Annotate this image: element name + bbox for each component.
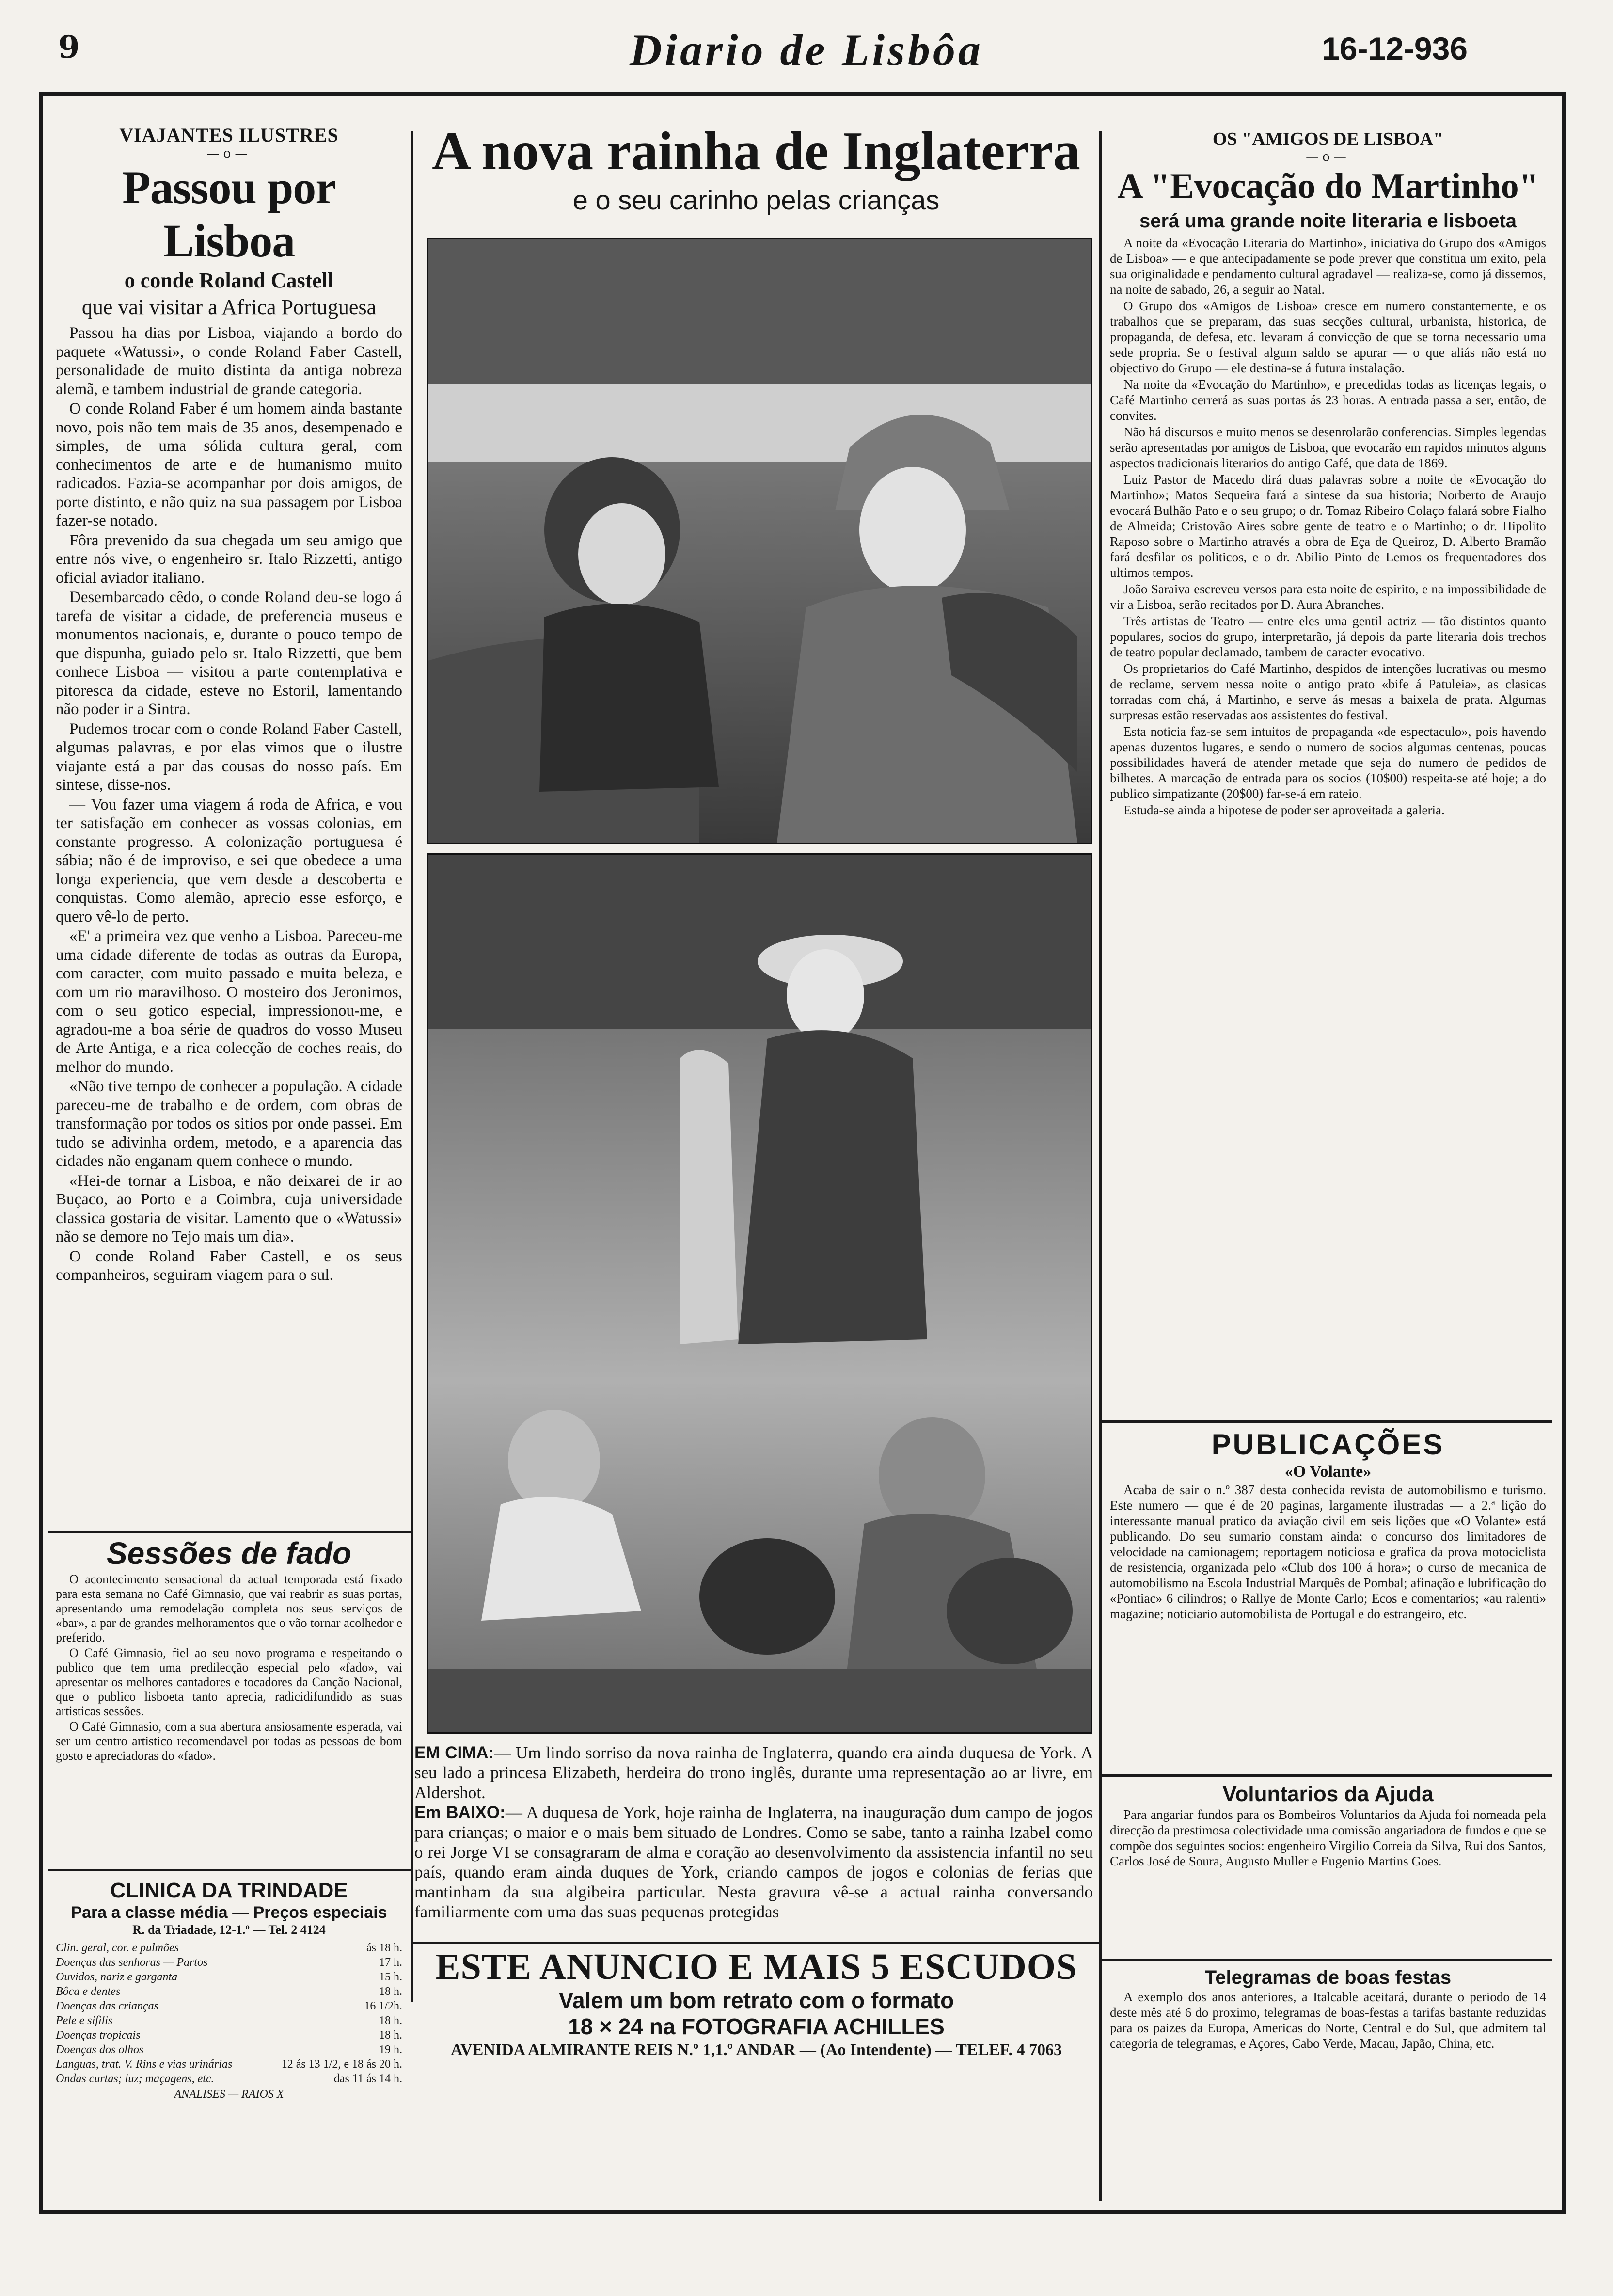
rule-right-telegramas — [1102, 1959, 1552, 1961]
article-headline: Passou por Lisboa — [122, 161, 336, 267]
center-headline: A nova rainha de Inglaterra — [432, 121, 1080, 181]
rule-center-ad — [413, 1942, 1099, 1944]
center-subhead: e o seu carinho pelas crianças — [572, 185, 940, 215]
paragraph: — Vou fazer uma viagem á roda de Africa, e vou ter satisfação em conhecer as vossas colonias, em constante progresso. A colonização portuguesa é sábia; não é de improviso, e sei que obedece a uma longa experiencia, que vem desde a descoberta e conquistas. Como alemão, aprecio esse esforço, e quero vê-lo de perto. — [56, 796, 402, 925]
paragraph: «Hei-de tornar a Lisboa, e não deixarei de ir ao Buçaco, ao Porto e a Coimbra, cuja universidade classica gostaria de visitar. Lamento que o «Watussi» não se demore no Tejo mais um dia». — [56, 1172, 402, 1245]
paragraph: A exemplo dos anos anteriores, a Italcable aceitará, durante o periodo de 14 deste mês até 6 do proximo, telegramas de boas-festas a tarifas bastante reduzidas para os paizes da Europa, Americas do Norte, Central e do Sul, que admitem tal categoria de telegramas, e Açores, Cabo Verde, Macau, Japão, China, etc. — [1110, 1990, 1546, 2051]
list-item: Languas, trat. V. Rins e vias urinárias 12 ás 13 1/2, e 18 ás 20 h. — [56, 2058, 402, 2071]
telegramas-title: Telegramas de boas festas — [1204, 1967, 1452, 1988]
caption-label-bottom: Em BAIXO: — [414, 1803, 506, 1822]
ad-clinica-trindade — [56, 1879, 402, 2101]
article-body — [56, 324, 402, 1285]
list-item: Bôca e dentes 18 h. — [56, 1985, 402, 1998]
article-publicacoes — [1110, 1428, 1546, 1623]
page-number: 9 — [58, 29, 80, 65]
article-body — [1110, 235, 1546, 818]
paragraph: Fôra prevenido da sua chegada um seu amigo que entre nós vive, o engenheiro sr. Italo Rizzetti, antigo oficial aviador italiano. — [56, 531, 402, 587]
voluntarios-title: Voluntarios da Ajuda — [1222, 1782, 1434, 1806]
list-item: Doenças das senhoras — Partos 17 h. — [56, 1956, 402, 1969]
separator-dots: —o— — [206, 146, 252, 161]
ad-line-1: ESTE ANUNCIO E MAIS 5 ESCUDOS — [435, 1946, 1077, 1987]
clinica-subtitle: Para a classe média — Preços especiais — [71, 1903, 387, 1922]
article-headline: A "Evocação do Martinho" — [1117, 166, 1539, 206]
article-subhead-2: que vai visitar a Africa Portuguesa — [81, 295, 377, 319]
list-item: Doenças das crianças 16 1/2h. — [56, 2000, 402, 2012]
paragraph: Acaba de sair o n.º 387 desta conhecida revista de automobilismo e turismo. Este numero — que é de 20 paginas, largamente ilustradas — a 2.ª lição do interessante manual pratico da aviação civil em seis lições que «O Volante» está publicando. Do seu sumario constam ainda: o concurso dos limitadores de velocidade na camionagem; reportagem noticiosa e grafica da prova motociclista de resistencia, organizada pelo «Club dos 100 á hora»; o curso de mecanica de automobilismo na Escola Industrial Marquês de Pombal; afinação e lubrificação do «Pontiac» 6 cilindros; o Rallye de Monte Carlo; Ecos e comentarios; «au ralenti» magazine; noticiario automobilista de Portugal e do estrangeiro, etc. — [1110, 1483, 1546, 1621]
clinica-address: R. da Triadade, 12-1.º — Tel. 2 4124 — [132, 1923, 326, 1937]
paragraph: Estuda-se ainda a hipotese de poder ser aproveitada a galeria. — [1123, 803, 1445, 817]
article-subhead: o conde Roland Castell — [124, 269, 334, 292]
photo-caption — [414, 1743, 1093, 1922]
separator-dots: —o— — [1306, 150, 1350, 164]
telegramas-body — [1110, 1989, 1546, 2051]
caption-label-top: EM CIMA: — [414, 1743, 494, 1762]
paragraph: A noite da «Evocação Literaria do Martinho», iniciativa do Grupo dos «Amigos de Lisboa» — e que antecipadamente se pode prever que constitua um exito, pela sua originalidade e pendamento cultural agradavel — realiza-se, como já dissemos, na noite de sabado, 26, a seguir ao Natal. — [1110, 236, 1546, 297]
paragraph: Não há discursos e muito menos se desenrolarão conferencias. Simples legendas serão apresentadas por amigos de Lisboa, que evocarão em rapidos minutos alguns aspectos tradicionais literarios do antigo Café, que data de 1869. — [1110, 425, 1546, 470]
paragraph: Pudemos trocar com o conde Roland Faber Castell, algumas palavras, e por elas vimos que o ilustre viajante está a par das cousas do nosso país. Em sintese, disse-nos. — [56, 720, 402, 794]
list-item: Doenças dos olhos 19 h. — [56, 2043, 402, 2056]
paragraph: «E' a primeira vez que venho a Lisboa. Pareceu-me uma cidade diferente de todas as outras da Europa, com caracter, com muito passado e muita beleza, e com um rio maravilhoso. O mosteiro dos Jeronimos, com o seu gotico especial, impressionou-me, e agradou-me a boa série de quadros do vosso Museu de Arte Antiga, e a rica colecção de coches reais, do melhor do mundo. — [56, 927, 402, 1076]
clinica-title: CLINICA DA TRINDADE — [110, 1879, 348, 1902]
newspaper-title: Diario de Lisbôa — [630, 25, 983, 75]
article-passou-por-lisboa — [56, 124, 402, 1286]
paragraph: O Café Gimnasio, fiel ao seu novo programa e respeitando o publico que tem uma predilecção especial pelo «fado», vai apresentar os melhores cantadores e tocadores da Canção Nacional, que o publico lisboeta tanto aprecia, radicidifundido as suas artisticas sessões. — [56, 1646, 402, 1718]
paragraph: O conde Roland Faber Castell, e os seus companheiros, seguiram viagem para o sul. — [56, 1247, 402, 1284]
column-rule-right — [1099, 131, 1102, 2201]
article-subhead: será uma grande noite literaria e lisboeta — [1139, 210, 1517, 232]
clinica-footer: ANALISES — RAIOS X — [174, 2088, 284, 2101]
rule-right-pub — [1102, 1420, 1552, 1423]
list-item: Ondas curtas; luz; maçagens, etc. das 11 ás 14 h. — [56, 2073, 402, 2085]
fado-title: Sessões de fado — [106, 1536, 352, 1571]
article-evocacao-martinho — [1110, 128, 1546, 819]
fado-body — [56, 1572, 402, 1763]
paragraph: O Grupo dos «Amigos de Lisboa» cresce em numero constantemente, e os trabalhos que se preparam, das suas secções cultural, urbanista, historica, de propaganda, de defesa, etc. levaram á convicção de que se torna necessario uma sede propria. Se o festival algum saldo se apurar — o que aliás não está no objectivo do Grupo — ele destina-se á futura instalação. — [1110, 299, 1546, 375]
paragraph: O acontecimento sensacional da actual temporada está fixado para esta semana no Café Gimnasio, que vai reabrir as suas portas, apresentando uma remodelação completa nos seus serviços de «bar», a par de grandes melhoramentos que o vão tornar acolhedor e preferido. — [56, 1572, 402, 1644]
paragraph: O Café Gimnasio, com a sua abertura ansiosamente esperada, vai ser um centro artistico recomendavel por todas as pessoas de bom gosto e apreciadoras do «fado». — [56, 1720, 402, 1763]
list-item: Clin. geral, cor. e pulmões ás 18 h. — [56, 1942, 402, 1954]
paragraph: O conde Roland Faber é um homem ainda bastante novo, pois não tem mais de 35 anos, desempenado e simples, de uma sólida cultura geral, com conhecimentos de arte e de humanismo muito radicados. Fazia-se acompanhar por dois amigos, de porte distinto, e não quiz na sua passagem por Lisboa fazer-se notado. — [56, 400, 402, 529]
paragraph: Para angariar fundos para os Bombeiros Voluntarios da Ajuda foi nomeada pela direcção da prestimosa colectividade uma comissão angariadora de fundos e que se compõe dos seguintes socios: engenheiro Virgilio Correia da Silva, Rui dos Santos, Carlos José de Soura, Augusto Muller e Eugenio Martins Goes. — [1110, 1807, 1546, 1868]
paragraph: Na noite da «Evocação do Martinho», e precedidas todas as licenças legais, o Café Martinho cerrerá as suas portas ás 23 horas. A entrada passa a ser, então, de convites. — [1110, 377, 1546, 423]
paragraph: Os proprietarios do Café Martinho, despidos de intenções lucrativas ou mesmo de reclame, servem nessa noite o antigo prato «bife á Patuleia», as clasicas torradas com chá, á Martinho, e serve ás mesas a baixela de prata. Algumas surpresas estão reservadas aos assistentes do festival. — [1110, 661, 1546, 722]
caption-bottom: — A duquesa de York, hoje rainha de Inglaterra, na inauguração dum campo de jogos para crianças; o maior e o mais bem situado de Londres. Como se sabe, tanto a rainha Izabel como o rei Jorge VI se consagraram de alma e coração ao desenvolvimento da assistencia infantil no seu país, quando eram ainda duques de York, criando campos de jogos e colonias de ferias que mantinham da sua algibeira particular. Nesta gravura vê-se a actual rainha conversando familiarmente com uma das suas pequenas protegidas — [414, 1803, 1093, 1921]
article-kicker: OS "AMIGOS DE LISBOA" — [1212, 129, 1444, 149]
rule-left-clinica — [48, 1869, 411, 1871]
ad-line-4: AVENIDA ALMIRANTE REIS N.º 1,1.º ANDAR — (Ao Intendente) — TELEF. 4 7063 — [450, 2041, 1062, 2059]
photo-queen-playground — [427, 853, 1092, 1734]
ad-line-3: 18 × 24 na FOTOGRAFIA ACHILLES — [568, 2014, 945, 2039]
photo-queen-and-princess — [427, 238, 1092, 844]
voluntarios-body — [1110, 1807, 1546, 1869]
pub-title: PUBLICAÇÕES — [1211, 1428, 1445, 1461]
paragraph: Luiz Pastor de Macedo dirá duas palavras sobre a noite de «Evocação do Martinho»; Matos Sequeira fará a sintese da sua historia; Norberto de Araujo evocará Bulhão Pato e o seu grupo; o dr. Tomaz Ribeiro Colaço falará sobre Fialho de Almeida; Cristovão Aires sobre gente de teatro e o Martinho; o dr. Hipolito Raposo sobre o Martinho através a obra de Eça de Queiroz, D. Alberto Bramão fará desfilar os politicos, e o dr. Abilio Pinto de Lemos os frequentadores dos ultimos tempos. — [1110, 472, 1546, 580]
paragraph: Desembarcado cêdo, o conde Roland deu-se logo á tarefa de visitar a cidade, de preferencia museus e monumentos nacionais, e, durante o pouco tempo de que dispunha, guiado pelo sr. Italo Rizzetti, que bem conhece Lisboa — visitou a parte contemplativa e pitoresca da cidade, esteve no Estoril, lamentando não poder ir a Sintra. — [56, 589, 402, 718]
list-item: Doenças tropicais 18 h. — [56, 2029, 402, 2041]
article-voluntarios-ajuda — [1110, 1782, 1546, 1870]
article-sessoes-de-fado — [56, 1534, 402, 1764]
ad-fotografia-achilles — [413, 1946, 1099, 2059]
list-item: Pele e sifilis 18 h. — [56, 2014, 402, 2027]
paragraph: «Não tive tempo de conhecer a população. A cidade pareceu-me de trabalho e de ordem, com obras de transformação por todos os sitios por onde passei. Em tudo se adivinha ordem, metodo, e a aparencia das cidades não enganam quem conhece o mundo. — [56, 1078, 402, 1170]
paragraph: Três artistas de Teatro — entre eles uma gentil actriz — tão distintos quanto populares, socios do grupo, interpretarão, já depois da parte literaria dois trechos de teatro popular declamado, tambem de caracter evocativo. — [1110, 614, 1546, 659]
paragraph: Passou ha dias por Lisboa, viajando a bordo do paquete «Watussi», o conde Roland Faber Castell, personalidade de muito distinta da antiga nobreza alemã, e tambem industrial de grande categoria. — [56, 324, 402, 398]
article-telegramas — [1110, 1966, 1546, 2052]
column-rule-left — [411, 131, 413, 2002]
clinica-schedule — [56, 1941, 402, 2086]
rule-left-fado — [48, 1531, 411, 1533]
caption-top: — Um lindo sorriso da nova rainha de Inglaterra, quando era ainda duquesa de York. A seu lado a princesa Elizabeth, herdeira do trono inglês, durante uma representação ao ar livre, em Aldershot. — [414, 1743, 1093, 1802]
rule-right-voluntarios — [1102, 1774, 1552, 1777]
ad-line-2: Valem um bom retrato com o formato — [558, 1988, 954, 2013]
list-item: Ouvidos, nariz e garganta 15 h. — [56, 1971, 402, 1983]
paragraph: João Saraiva escreveu versos para esta noite de espirito, e na impossibilidade de vir a Lisboa, serão recitados por D. Aura Abranches. — [1110, 582, 1546, 612]
article-kicker: VIAJANTES ILUSTRES — [119, 124, 339, 146]
paragraph: Esta noticia faz-se sem intuitos de propaganda «de espectaculo», pois havendo apenas duzentos lugares, e sendo o numero de socios algumas centenas, poucas possibilidades haverá de atender metade que seja do numero de pedidos de bilhetes. A marcação de entrada para os socios (10$00) respeita-se até hoje; a do publico simpatizante (20$00) far-se-á em rateio. — [1110, 724, 1546, 801]
pub-body — [1110, 1482, 1546, 1622]
issue-date: 16-12-936 — [1322, 31, 1468, 66]
pub-subtitle: «O Volante» — [1284, 1463, 1372, 1481]
